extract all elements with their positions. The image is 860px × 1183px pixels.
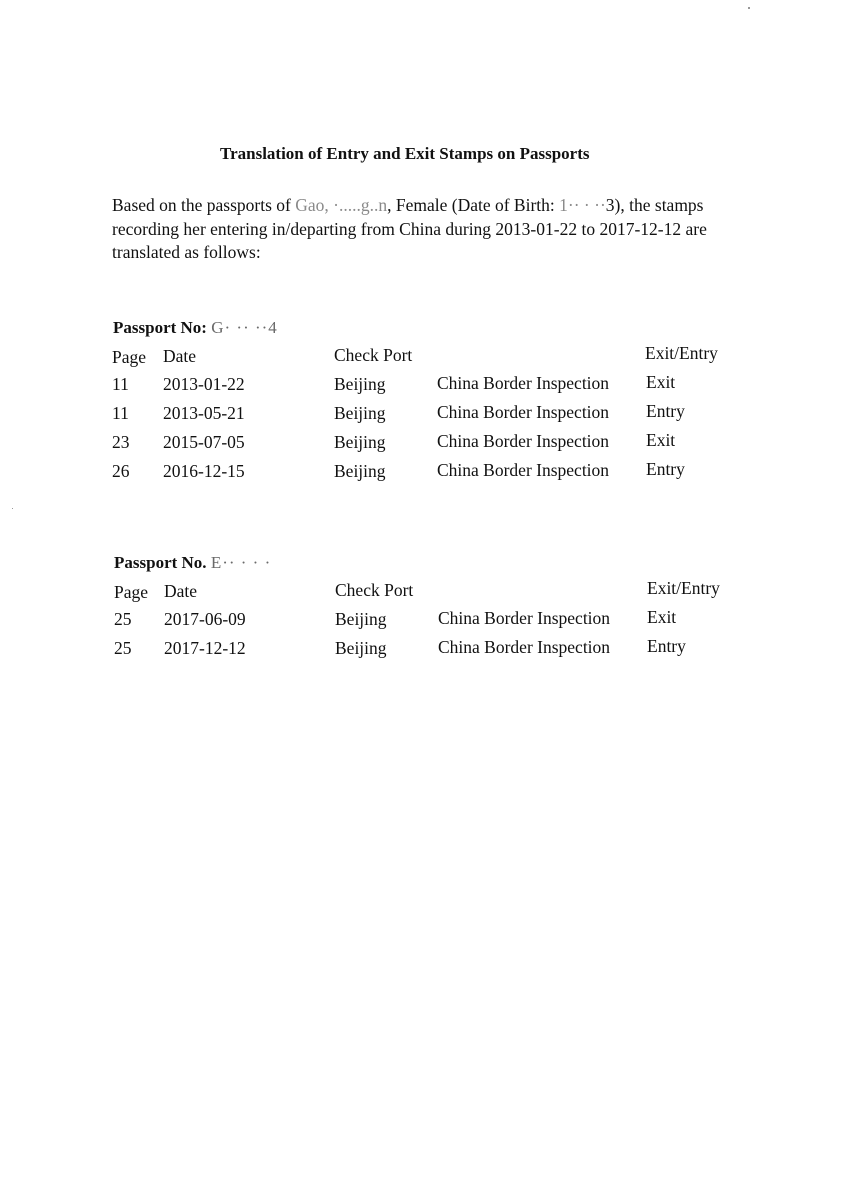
row-authority: China Border Inspection	[438, 637, 611, 657]
intro-text-end: 3), the stamps recording her entering in/departing from China during 2013-01-22 to 2017-12-12 are translated as follows:	[112, 195, 707, 262]
passport-1-label: Passport No:	[113, 318, 212, 337]
scan-speck	[12, 508, 13, 509]
row-page: 25	[114, 638, 132, 658]
intro-text-gender: , Female (Date of Birth:	[387, 195, 560, 215]
passport-1-number-redacted: G· ·· ··4	[211, 318, 278, 337]
row-check-port: Beijing	[334, 403, 386, 423]
table-row	[0, 609, 860, 633]
row-page: 11	[112, 403, 129, 423]
table-row	[0, 403, 860, 427]
row-check-port: Beijing	[334, 432, 386, 452]
table-row	[0, 638, 860, 662]
header-page: Page	[112, 347, 147, 367]
header-date: Date	[163, 346, 197, 366]
row-page: 26	[112, 461, 130, 481]
passport-2-label: Passport No.	[114, 553, 211, 572]
row-authority: China Border Inspection	[438, 608, 611, 628]
header-check-port: Check Port	[334, 345, 413, 365]
table-row	[0, 461, 860, 485]
header-check-port: Check Port	[335, 580, 414, 600]
row-date: 2016-12-15	[163, 461, 245, 481]
document-title: Translation of Entry and Exit Stamps on Passports	[220, 144, 590, 163]
row-direction: Exit	[646, 430, 676, 450]
row-authority: China Border Inspection	[437, 402, 610, 422]
passport-1-header-row	[0, 345, 860, 369]
row-direction: Exit	[646, 372, 676, 392]
row-date: 2013-05-21	[163, 403, 245, 423]
row-authority: China Border Inspection	[437, 431, 610, 451]
row-date: 2013-01-22	[163, 374, 245, 394]
table-row	[0, 432, 860, 456]
row-authority: China Border Inspection	[437, 373, 610, 393]
redacted-name: Gao, ·.....g..n	[295, 195, 388, 215]
intro-text-start: Based on the passports of	[112, 195, 296, 215]
row-direction: Entry	[646, 459, 685, 479]
row-direction: Entry	[646, 401, 685, 421]
row-page: 25	[114, 609, 132, 629]
row-check-port: Beijing	[335, 609, 387, 629]
passport-2-heading	[114, 553, 271, 573]
row-date: 2017-06-09	[164, 609, 246, 629]
row-check-port: Beijing	[334, 461, 386, 481]
intro-paragraph	[112, 194, 752, 265]
row-check-port: Beijing	[334, 374, 386, 394]
passport-1-heading	[113, 318, 278, 338]
passport-2-number-redacted: E·· · · ·	[210, 553, 272, 572]
header-exit-entry: Exit/Entry	[645, 343, 718, 363]
row-check-port: Beijing	[335, 638, 387, 658]
header-page: Page	[114, 582, 149, 602]
row-date: 2017-12-12	[164, 638, 246, 658]
row-page: 23	[112, 432, 130, 452]
row-direction: Entry	[647, 636, 686, 656]
row-date: 2015-07-05	[163, 432, 245, 452]
row-direction: Exit	[647, 607, 677, 627]
passport-2-header-row	[0, 580, 860, 604]
header-date: Date	[164, 581, 198, 601]
redacted-birth-date: 1·· · ··	[559, 195, 606, 215]
table-row	[0, 374, 860, 398]
scan-speck	[748, 7, 750, 9]
row-page: 11	[112, 374, 129, 394]
header-exit-entry: Exit/Entry	[647, 578, 720, 598]
row-authority: China Border Inspection	[437, 460, 610, 480]
